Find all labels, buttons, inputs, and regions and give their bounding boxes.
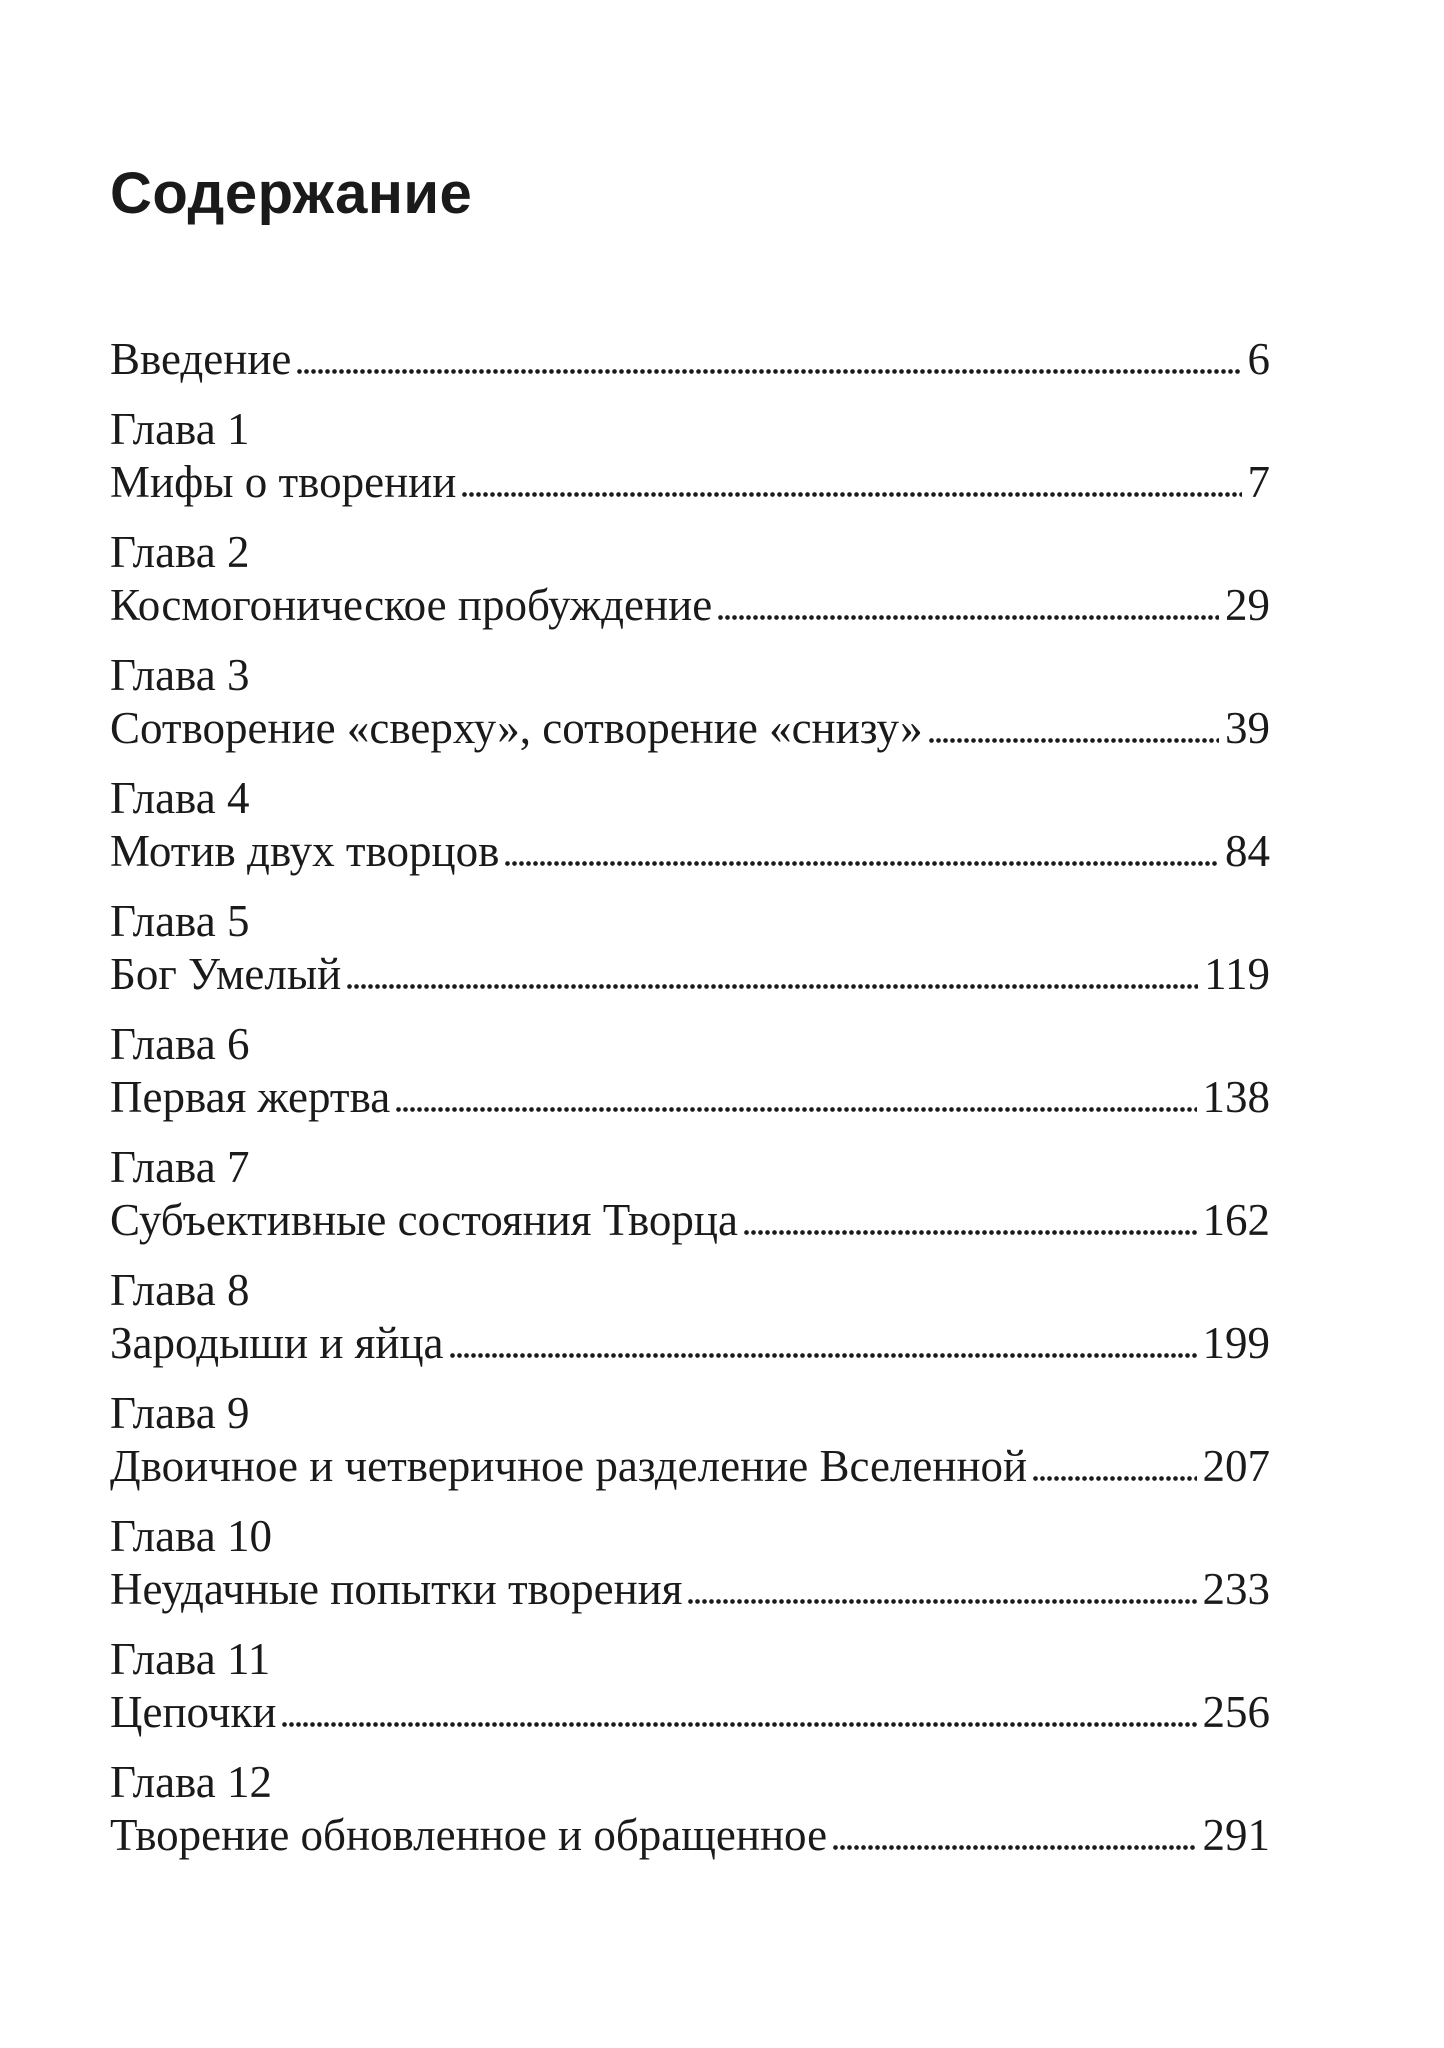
toc-chapter-label: Глава 9: [110, 1388, 250, 1438]
dot-leader: [505, 861, 1219, 866]
toc-entry-page: 207: [1202, 1441, 1270, 1491]
toc-entry-title: Введение: [110, 334, 292, 384]
toc-title-line: [110, 579, 1270, 632]
toc-entry: [110, 1264, 1270, 1370]
toc-chapter-label: Глава 1: [110, 404, 250, 454]
toc-chapter-label: Глава 4: [110, 773, 250, 823]
toc-entry-title: Зародыши и яйца: [110, 1318, 444, 1368]
toc-title-line: [110, 333, 1270, 386]
toc-entry: [110, 526, 1270, 632]
toc-entry: [110, 649, 1270, 755]
dot-leader: [688, 1599, 1196, 1604]
toc-title-line: [110, 1809, 1270, 1862]
dot-leader: [282, 1722, 1196, 1727]
dot-leader: [833, 1845, 1196, 1850]
toc-entry: [110, 1141, 1270, 1247]
toc-entry: [110, 1510, 1270, 1616]
toc-chapter-label: Глава 6: [110, 1019, 250, 1069]
toc-entry-title: Мотив двух творцов: [110, 826, 500, 876]
toc-entry-title: Бог Умелый: [110, 949, 342, 999]
toc-entry-title: Неудачные попытки творения: [110, 1564, 683, 1614]
toc-title-line: [110, 1686, 1270, 1739]
toc-entry: [110, 772, 1270, 878]
toc-chapter-label: Глава 5: [110, 896, 250, 946]
toc-chapter-label: Глава 2: [110, 527, 250, 577]
toc-title-line: [110, 1194, 1270, 1247]
dot-leader: [929, 738, 1219, 743]
toc-chapter-label: Глава 3: [110, 650, 250, 700]
toc-title-line: [110, 1563, 1270, 1616]
toc-entry-page: 39: [1225, 703, 1270, 753]
toc-entry-title: Мифы о творении: [110, 457, 457, 507]
dot-leader: [347, 984, 1198, 989]
toc-list: [110, 333, 1270, 1862]
toc-entry: [110, 1633, 1270, 1739]
toc-title-line: [110, 948, 1270, 1001]
dot-leader: [1033, 1476, 1196, 1481]
toc-entry: [110, 403, 1270, 509]
toc-chapter-label: Глава 8: [110, 1265, 250, 1315]
toc-chapter-label: Глава 10: [110, 1511, 272, 1561]
toc-entry: [110, 895, 1270, 1001]
toc-entry-page: 162: [1202, 1195, 1270, 1245]
dot-leader: [396, 1107, 1196, 1112]
toc-entry-page: 29: [1225, 580, 1270, 630]
dot-leader: [744, 1230, 1197, 1235]
toc-entry: [110, 1387, 1270, 1493]
toc-entry-page: 233: [1202, 1564, 1270, 1614]
dot-leader: [297, 369, 1241, 374]
toc-entry-title: Цепочки: [110, 1687, 277, 1737]
toc-chapter-label: Глава 12: [110, 1757, 272, 1807]
toc-entry: [110, 1018, 1270, 1124]
dot-leader: [450, 1353, 1197, 1358]
toc-chapter-label: Глава 11: [110, 1634, 271, 1684]
toc-title-line: [110, 702, 1270, 755]
toc-entry-title: Творение обновленное и обращенное: [110, 1810, 828, 1860]
toc-entry-title: Сотворение «сверху», сотворение «снизу»: [110, 703, 923, 753]
toc-chapter-label: Глава 7: [110, 1142, 250, 1192]
toc-entry-page: 6: [1247, 334, 1270, 384]
toc-entry-title: Первая жертва: [110, 1072, 391, 1122]
toc-title-line: [110, 1317, 1270, 1370]
toc-title-line: [110, 1071, 1270, 1124]
toc-entry-title: Субъективные состояния Творца: [110, 1195, 738, 1245]
toc-title-line: [110, 825, 1270, 878]
toc-entry-title: Двоичное и четверичное разделение Вселенной: [110, 1441, 1028, 1491]
toc-entry-page: 119: [1204, 949, 1270, 999]
dot-leader: [462, 492, 1241, 497]
toc-entry: [110, 1756, 1270, 1862]
toc-entry-page: 291: [1202, 1810, 1270, 1860]
page-title: Содержание: [110, 161, 473, 226]
toc-entry-page: 7: [1247, 457, 1270, 507]
toc-entry-page: 84: [1225, 826, 1270, 876]
toc-entry-page: 256: [1202, 1687, 1270, 1737]
toc-entry-title: Космогоническое пробуждение: [110, 580, 713, 630]
toc-entry-page: 138: [1202, 1072, 1270, 1122]
toc-title-line: [110, 1440, 1270, 1493]
toc-entry-page: 199: [1202, 1318, 1270, 1368]
toc-title-line: [110, 456, 1270, 509]
dot-leader: [718, 615, 1219, 620]
toc-entry: [110, 333, 1270, 386]
